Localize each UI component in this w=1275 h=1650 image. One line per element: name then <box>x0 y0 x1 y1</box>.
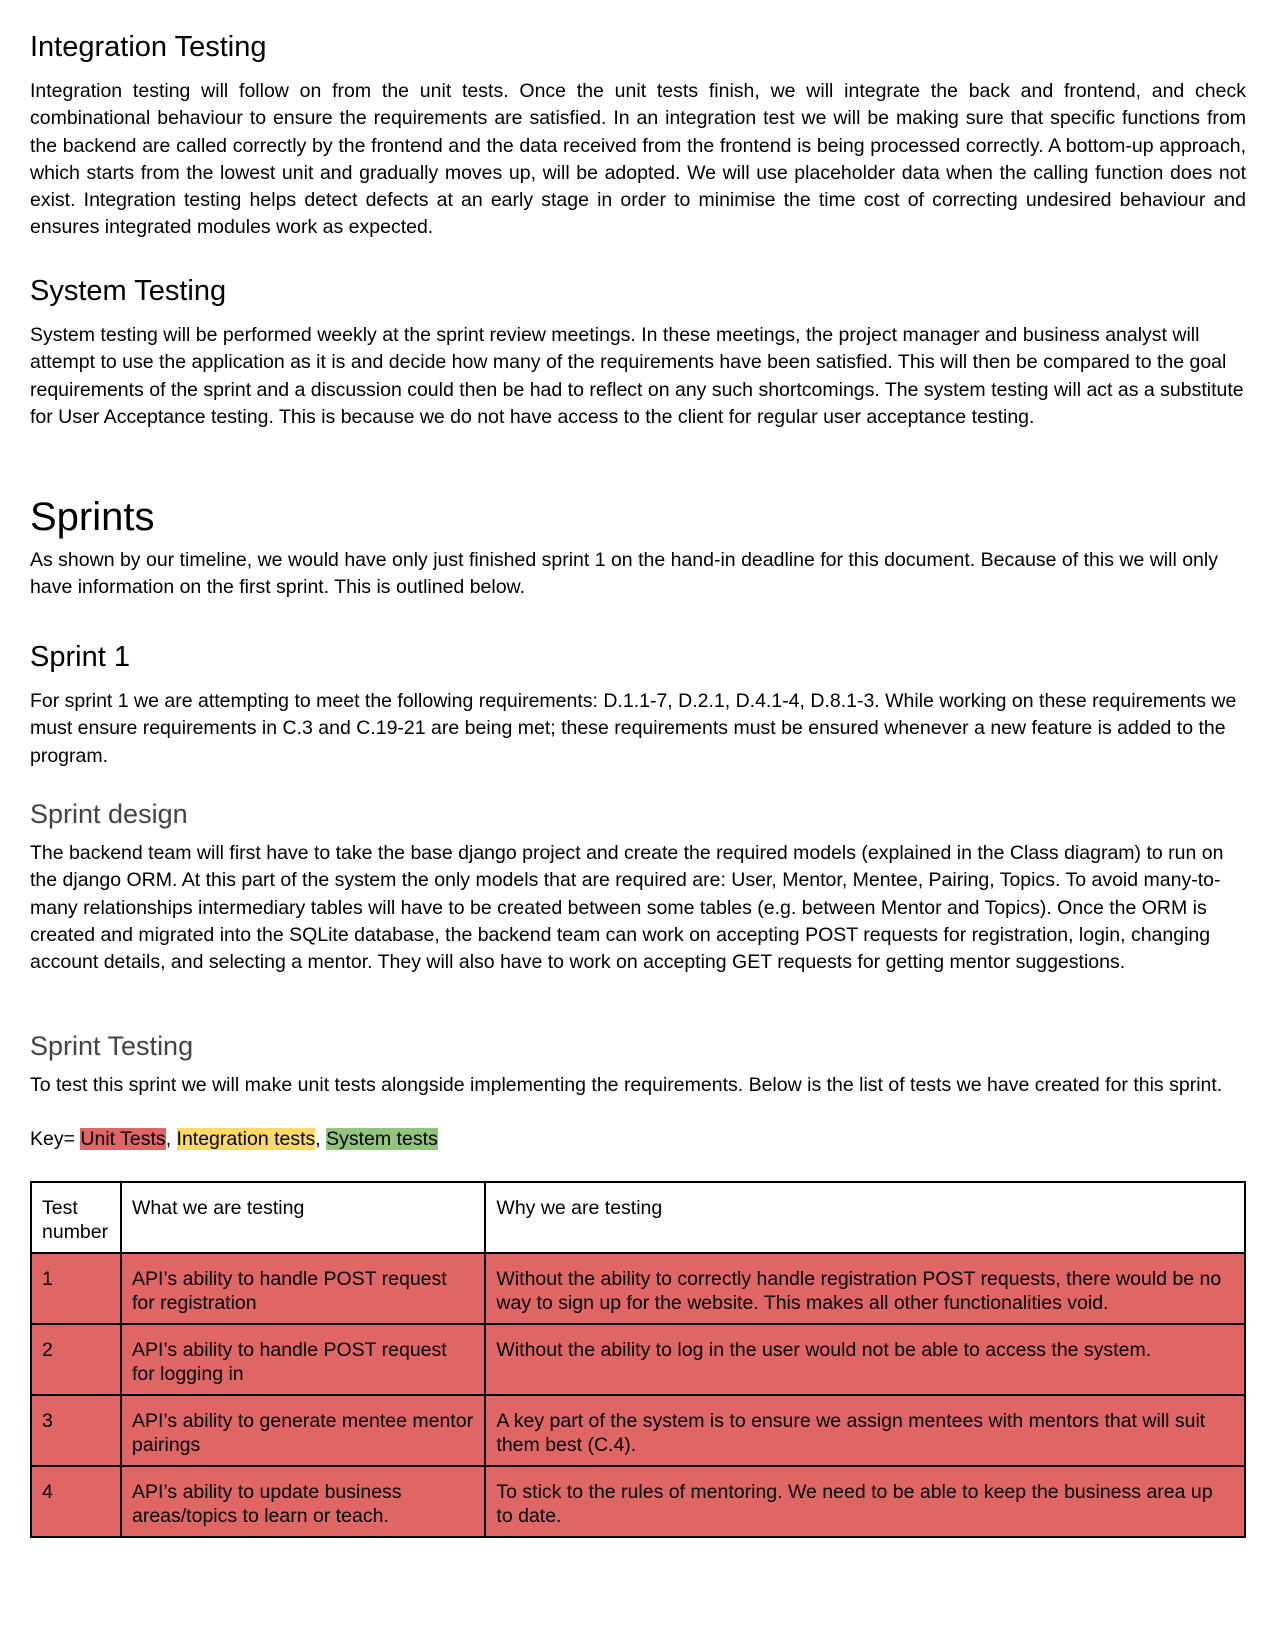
key-separator: , <box>165 1128 177 1150</box>
test-table <box>30 1181 1246 1538</box>
sprint-1-heading: Sprint 1 <box>30 641 130 673</box>
integration-testing-body: Integration testing will follow on from the unit tests. Once the unit tests finish, we will integrate the back and frontend, and check combinational behaviour to ensure the requirements are satisfied. In an integration test we will be making sure that specific functions from the backend are called correctly by the frontend and the data received from the frontend is being processed correctly. A bottom-up approach, which starts from the lowest unit and gradually moves up, will be adopted. We will use placeholder data when the calling function does not exist. Integration testing helps detect defects at an early stage in order to minimise the time cost of correcting undesired behaviour and ensures integrated modules work as expected. <box>30 80 1246 239</box>
what-cell: API’s ability to update business areas/topics to learn or teach. <box>121 1466 485 1537</box>
test-number-cell: 4 <box>31 1466 121 1537</box>
key-label: Key= <box>30 1128 81 1150</box>
sprint-testing-heading: Sprint Testing <box>30 1031 194 1061</box>
what-cell: API’s ability to handle POST request for registration <box>121 1253 485 1324</box>
header-test-number: Test number <box>31 1182 121 1253</box>
key-integration-tests: Integration tests <box>176 1128 316 1150</box>
sprint-1-body: For sprint 1 we are attempting to meet the following requirements: D.1.1-7, D.2.1, D.4.1-4, D.8.1-3. While working on these requirements we must ensure requirements in C.3 and C.19-21 are being met; these requirements must be ensured whenever a new feature is added to the program. <box>30 690 1237 767</box>
header-why-testing: Why we are testing <box>485 1182 1245 1253</box>
integration-testing-heading: Integration Testing <box>30 31 267 63</box>
key-legend <box>30 1126 438 1153</box>
why-cell: A key part of the system is to ensure we assign mentees with mentors that will suit them best (C.4). <box>485 1395 1245 1466</box>
table-row <box>31 1324 1245 1395</box>
key-system-tests: System tests <box>326 1128 438 1150</box>
why-cell: To stick to the rules of mentoring. We need to be able to keep the business area up to date. <box>485 1466 1245 1537</box>
system-testing-heading: System Testing <box>30 275 227 307</box>
sprint-testing-body: To test this sprint we will make unit tests alongside implementing the requirements. Below is the list of tests we have created for this sprint. <box>30 1074 1223 1096</box>
table-header-row <box>31 1182 1245 1253</box>
why-cell: Without the ability to correctly handle registration POST requests, there would be no way to sign up for the website. This makes all other functionalities void. <box>485 1253 1245 1324</box>
header-what-testing: What we are testing <box>121 1182 485 1253</box>
test-number-cell: 1 <box>31 1253 121 1324</box>
sprints-body: As shown by our timeline, we would have only just finished sprint 1 on the hand-in deadline for this document. Because of this we will only have information on the first sprint. This is outlined below. <box>30 549 1218 599</box>
table-row <box>31 1395 1245 1466</box>
what-cell: API’s ability to handle POST request for logging in <box>121 1324 485 1395</box>
sprint-design-body: The backend team will first have to take the base django project and create the required models (explained in the Class diagram) to run on the django ORM. At this part of the system the only models that are required are: User, Mentor, Mentee, Pairing, Topics. To avoid many-to-many relationships intermediary tables will have to be created between some tables (e.g. between Mentor and Topics). Once the ORM is created and migrated into the SQLite database, the backend team can work on accepting POST requests for registration, login, changing account details, and selecting a mentor. They will also have to work on accepting GET requests for getting mentor suggestions. <box>30 842 1224 974</box>
sprints-heading: Sprints <box>30 495 155 539</box>
key-separator: , <box>315 1128 327 1150</box>
sprint-design-heading: Sprint design <box>30 799 188 829</box>
table-row <box>31 1253 1245 1324</box>
system-testing-body: System testing will be performed weekly at the sprint review meetings. In these meetings, the project manager and business analyst will attempt to use the application as it is and decide how many of the requirements have been satisfied. This will then be compared to the goal requirements of the sprint and a discussion could then be had to reflect on any such shortcomings. The system testing will act as a substitute for User Acceptance testing. This is because we do not have access to the client for regular user acceptance testing. <box>30 324 1244 428</box>
what-cell: API’s ability to generate mentee mentor pairings <box>121 1395 485 1466</box>
why-cell: Without the ability to log in the user would not be able to access the system. <box>485 1324 1245 1395</box>
test-number-cell: 3 <box>31 1395 121 1466</box>
table-row <box>31 1466 1245 1537</box>
test-number-cell: 2 <box>31 1324 121 1395</box>
key-unit-tests: Unit Tests <box>80 1128 166 1150</box>
